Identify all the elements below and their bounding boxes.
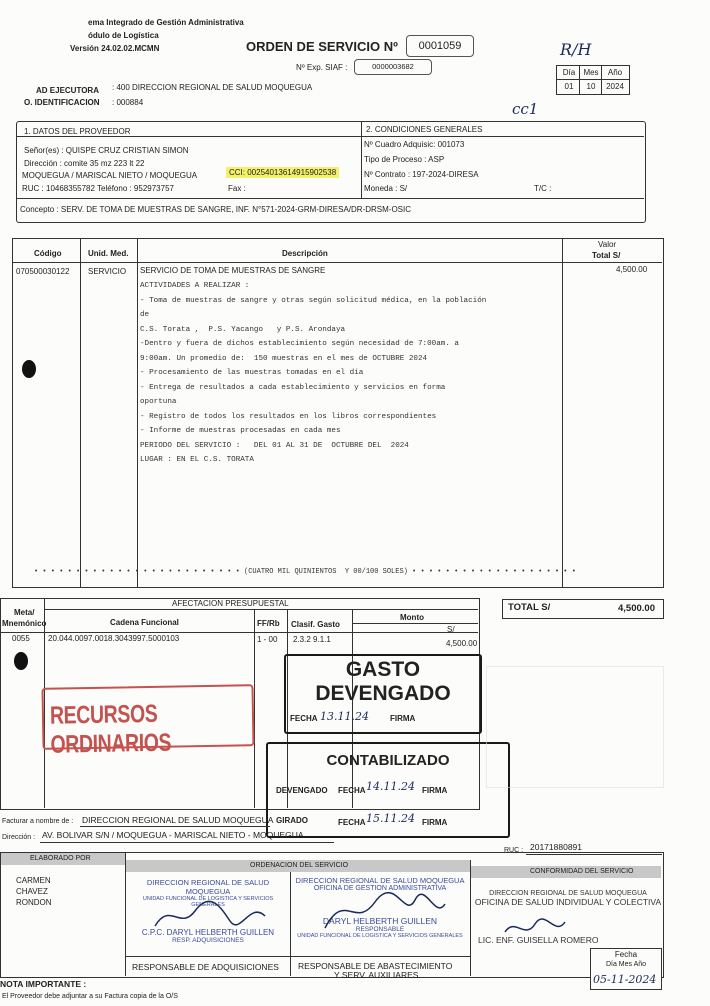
page-title: ORDEN DE SERVICIO Nº bbox=[246, 39, 398, 54]
condiciones-cuadro: Nº Cuadro Adquisic: 001073 bbox=[364, 140, 465, 149]
ruc-value: 20171880891 bbox=[530, 842, 583, 852]
unidad-value: : 400 DIRECCION REGIONAL DE SALUD MOQUEGUA bbox=[112, 83, 313, 92]
proveedor-cci: CCI: 00254013614915902538 bbox=[226, 167, 339, 178]
son-importe-letras: • • • • • • • • • • • • • • • • • • • • • • • • • (CUATRO MIL QUINIENTOS Y 00/100 SOLES) • • • • • • • • • • • • • • • • • • • • bbox=[34, 568, 576, 576]
proveedor-fax: Fax : bbox=[228, 184, 246, 193]
proveedor-ciudad: MOQUEGUA / MARISCAL NIETO / MOQUEGUA bbox=[22, 171, 198, 180]
condiciones-contrato: Nº Contrato : 197-2024-DIRESA bbox=[364, 170, 479, 179]
item-valor: 4,500.00 bbox=[616, 265, 648, 274]
proveedor-direccion: Dirección : comite 35 mz 223 lt 22 bbox=[24, 159, 145, 168]
ffrb-header: FF/Rb bbox=[257, 619, 280, 628]
item-descripcion-detalle: ACTIVIDADES A REALIZAR : - Toma de muestras de sangre y otras según solicitud médica, en la población de C.S. Torata , P.S. Yacango y P.S. Arondaya -Dentro y fuera de dichos establecimiento según necesidad de 7:00am. a 9:00am. Un promedio de: 150 muestras en el mes de OCTUBRE 2024 - Procesamiento de las muestras tomadas en el día - Entrega de resultados a cada establecimiento y servicios en forma oportuna - Registro de todos los resultados en los libros correspondientes - Informe de muestras procesadas en cada mes PERIODO DEL SERVICIO : DEL 01 AL 31 DE OCTUBRE DEL 2024 LUGAR : EN EL C.S. TORATA bbox=[140, 282, 487, 464]
conformidad-header: CONFORMIDAD DEL SERVICIO bbox=[530, 868, 634, 875]
ordenacion-header: ORDENACION DEL SERVICIO bbox=[250, 862, 349, 869]
item-descripcion-titulo: SERVICIO DE TOMA DE MUESTRAS DE SANGRE bbox=[140, 266, 326, 275]
proveedor-section-title: 1. DATOS DEL PROVEEDOR bbox=[24, 127, 131, 136]
unidad-label: AD EJECUTORA bbox=[36, 86, 99, 95]
handwritten-rh: R/H bbox=[560, 40, 592, 59]
fecha-box: Día Mes Año 01 10 2024 bbox=[556, 65, 630, 95]
firma-abastecimiento-signature bbox=[320, 890, 450, 934]
col-valor-header: Valor bbox=[598, 240, 617, 249]
exp-siaf-label: Nº Exp. SIAF : bbox=[296, 63, 348, 72]
elaborado-nombre-1: CARMEN bbox=[16, 876, 51, 885]
modulo-label: ódulo de Logística bbox=[88, 31, 159, 40]
elaborado-nombre-2: CHAVEZ bbox=[16, 887, 48, 896]
sistema-title: ema Integrado de Gestión Administrativa bbox=[88, 18, 244, 27]
fecha-anio: 2024 bbox=[606, 82, 624, 91]
ffrb-value: 1 - 00 bbox=[257, 635, 278, 644]
item-codigo: 070500030122 bbox=[16, 267, 70, 276]
punch-hole-top bbox=[22, 360, 36, 378]
cadena-value: 20.044.0097.0018.3043997.5000103 bbox=[48, 634, 180, 643]
sello-conformidad: DIRECCION REGIONAL DE SALUD MOQUEGUA OFICINA DE SALUD INDIVIDUAL Y COLECTIVA LIC. ENF. GUISELLA ROMERO bbox=[474, 890, 662, 945]
order-number: 0001059 bbox=[406, 35, 474, 57]
contabilizado-stamp: CONTABILIZADO DEVENGADO FECHA 14.11.24 FIRMA GIRADO FECHA 15.11.24 FIRMA bbox=[266, 742, 510, 838]
condiciones-tc: T/C : bbox=[534, 184, 552, 193]
ident-value: : 000884 bbox=[112, 98, 144, 107]
col-unidad-header: Unid. Med. bbox=[88, 249, 129, 258]
proveedor-senores: Señor(es) : QUISPE CRUZ CRISTIAN SIMON bbox=[24, 146, 189, 155]
concepto: Concepto : SERV. DE TOMA DE MUESTRAS DE SANGRE, INF. N°571-2024-GRM-DIRESA/DR-DRSM-OSIC bbox=[20, 205, 412, 214]
gasto-devengado-stamp: GASTO DEVENGADO FECHA 13.11.24 FIRMA bbox=[284, 654, 482, 734]
version-label: Versión 24.02.02.MCMN bbox=[70, 44, 160, 53]
conformidad-fecha-box: Fecha Día Mes Año 05-11-2024 bbox=[590, 948, 662, 990]
sello-adquisiciones: DIRECCION REGIONAL DE SALUD MOQUEGUA UNIDAD FUNCIONAL DE LOGISTICA Y SERVICIOS GENERALES C.P.C. DARYL HELBERTH GUILLEN RESP. ADQUISICIONES bbox=[141, 878, 275, 944]
meta-header: Meta/ bbox=[14, 608, 35, 617]
col-total-header: Total S/ bbox=[592, 251, 621, 260]
exp-siaf-value: 0000003682 bbox=[354, 59, 432, 75]
elaborado-nombre-3: RONDON bbox=[16, 898, 52, 907]
nemonico-header: Mnemónico bbox=[2, 619, 47, 628]
clasif-value: 2.3.2 9.1.1 bbox=[293, 635, 331, 644]
direccion-label: Dirección : bbox=[2, 834, 36, 841]
firma-adquisiciones-signature bbox=[150, 896, 270, 936]
resp-adquisiciones-label: RESPONSABLE DE ADQUISICIONES bbox=[132, 962, 279, 972]
nota-title: NOTA IMPORTANTE : bbox=[0, 979, 87, 989]
col-codigo-header: Código bbox=[34, 249, 62, 258]
meta-value: 0055 bbox=[12, 634, 30, 643]
direccion-value: AV. BOLIVAR S/N / MOQUEGUA - MARISCAL NIETO - MOQUEGUA bbox=[42, 830, 304, 840]
fecha-mes: 10 bbox=[586, 82, 596, 91]
col-descripcion-header: Descripción bbox=[282, 249, 328, 258]
sello-abastecimiento: DIRECCION REGIONAL DE SALUD MOQUEGUA OFICINA DE GESTION ADMINISTRATIVA DARYL HELBERTH GUILLEN RESPONSABLE UNIDAD FUNCIONAL DE LOGISTICA Y SERVICIOS GENERALES bbox=[295, 876, 465, 939]
recursos-ordinarios-stamp: RECURSOS ORDINARIOS bbox=[41, 684, 254, 750]
monto-header: Monto bbox=[400, 613, 424, 622]
proveedor-ruc: RUC : 10468355782 Teléfono : 952973757 bbox=[22, 184, 174, 193]
resp-abastecimiento-label-2: Y SERV. AUXILIARES bbox=[334, 970, 419, 980]
monto-value: 4,500.00 bbox=[446, 639, 478, 648]
condiciones-tipo: Tipo de Proceso : ASP bbox=[364, 155, 445, 164]
ident-label: O. IDENTIFICACION bbox=[24, 98, 100, 107]
monto-sub-header: S/ bbox=[447, 625, 455, 634]
facturar-value: DIRECCION REGIONAL DE SALUD MOQUEGUA bbox=[82, 815, 274, 825]
faded-stamp bbox=[486, 666, 664, 788]
clasif-header: Clasif. Gasto bbox=[291, 620, 340, 629]
ruc-label: RUC : bbox=[504, 847, 524, 854]
fecha-dia: 01 bbox=[564, 82, 574, 91]
item-unidad: SERVICIO bbox=[88, 267, 127, 276]
presupuesto-title: AFECTACION PRESUPUESTAL bbox=[172, 599, 289, 608]
nota-line-1: El Proveedor debe adjuntar a su Factura copia de la O/S bbox=[2, 993, 178, 1000]
facturar-label: Facturar a nombre de : bbox=[2, 818, 74, 825]
resp-abastecimiento-label-1: RESPONSABLE DE ABASTECIMIENTO bbox=[298, 961, 453, 971]
firma-conformidad-signature bbox=[500, 912, 570, 944]
total-label: TOTAL S/ bbox=[508, 602, 551, 613]
elaborado-header: ELABORADO POR bbox=[30, 855, 91, 862]
condiciones-section-title: 2. CONDICIONES GENERALES bbox=[366, 125, 483, 134]
handwritten-cc: cc1 bbox=[512, 100, 539, 118]
condiciones-moneda: Moneda : S/ bbox=[364, 184, 408, 193]
cadena-header: Cadena Funcional bbox=[110, 618, 179, 627]
total-value: 4,500.00 bbox=[618, 603, 655, 614]
